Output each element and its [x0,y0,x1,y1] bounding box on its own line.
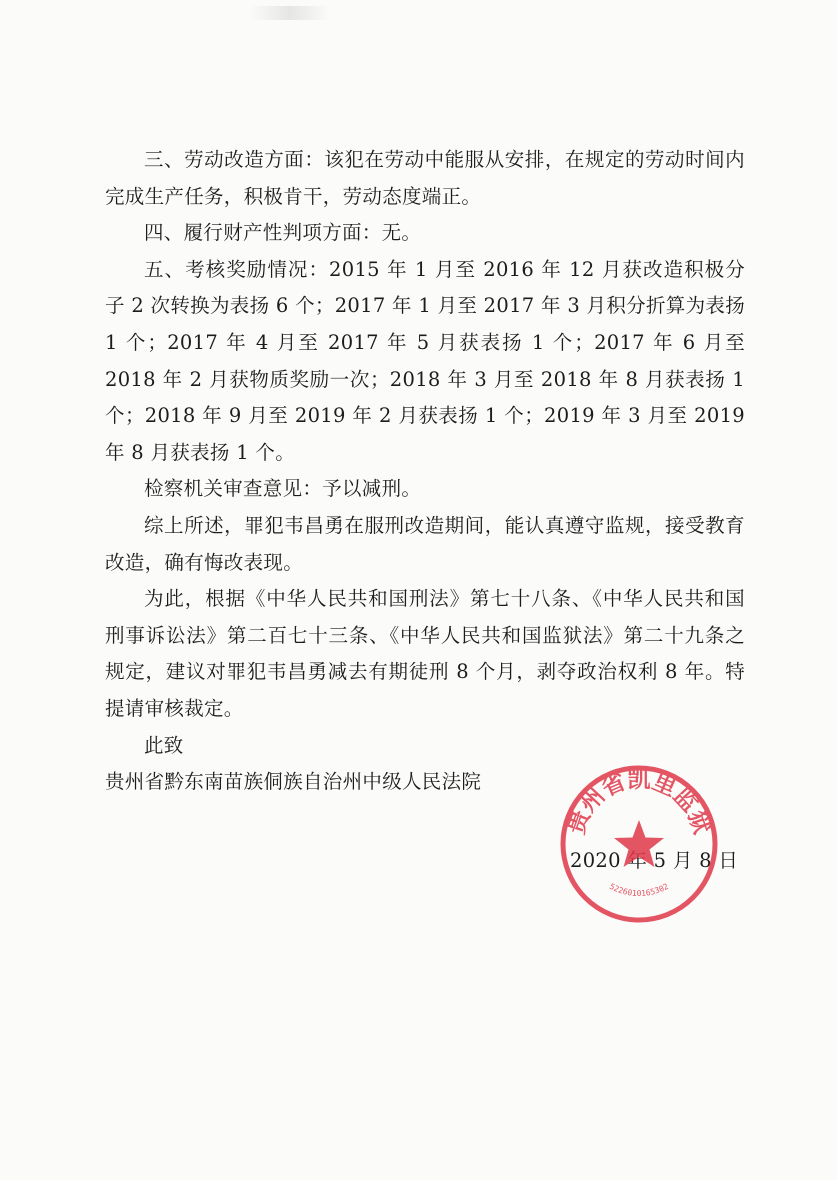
paragraph-labor: 三、劳动改造方面：该犯在劳动中能服从安排，在规定的劳动时间内完成生产任务，积极肯干，劳动态度端正。 [105,148,745,208]
recipient: 贵州省黔东南苗族侗族自治州中级人民法院 [105,770,482,794]
paragraph-property: 四、履行财产性判项方面：无。 [144,221,422,245]
paragraph-summary: 综上所述，罪犯韦昌勇在服刑改造期间，能认真遵守监规，接受教育改造，确有悔改表现。 [105,513,745,574]
document-date: 2020 年 5 月 8 日 [570,849,739,872]
document-body [105,142,745,801]
paragraph-proposal: 为此，根据《中华人民共和国刑法》第七十八条、《中华人民共和国刑事诉讼法》第二百七十三条、《中华人民共和国监狱法》第二十九条之规定，建议对罪犯韦昌勇减去有期徒刑 8 个月，剥夺政治权利 8 年。特提请审核裁定。 [105,587,745,720]
paragraph-procuratorate: 检察机关审查意见：予以减刑。 [144,477,422,501]
seal-star-icon [614,820,664,867]
seal-serial: 5226010165302 [608,881,670,898]
seal-text: 贵州省凯里监狱 [562,766,716,838]
scan-artifact [250,6,330,20]
official-seal-icon [555,760,723,928]
salutation: 此致 [144,733,184,757]
paragraph-rewards: 五、考核奖励情况：2015 年 1 月至 2016 年 12 月获改造积极分子 2 次转换为表扬 6 个；2017 年 1 月至 2017 年 3 月积分折算为表扬 1 个；2017 年 4 月至 2017 年 5 月获表扬 1 个；2017 年 6 月至 2018 年 2 月获物质奖励一次；2018 年 3 月至 2018 年 8 月获表扬 1 个；2018 年 9 月至 2019 年 2 月获表扬 1 个；2019 年 3 月至 2019 年 8 月获表扬 1 个。 [105,257,745,464]
